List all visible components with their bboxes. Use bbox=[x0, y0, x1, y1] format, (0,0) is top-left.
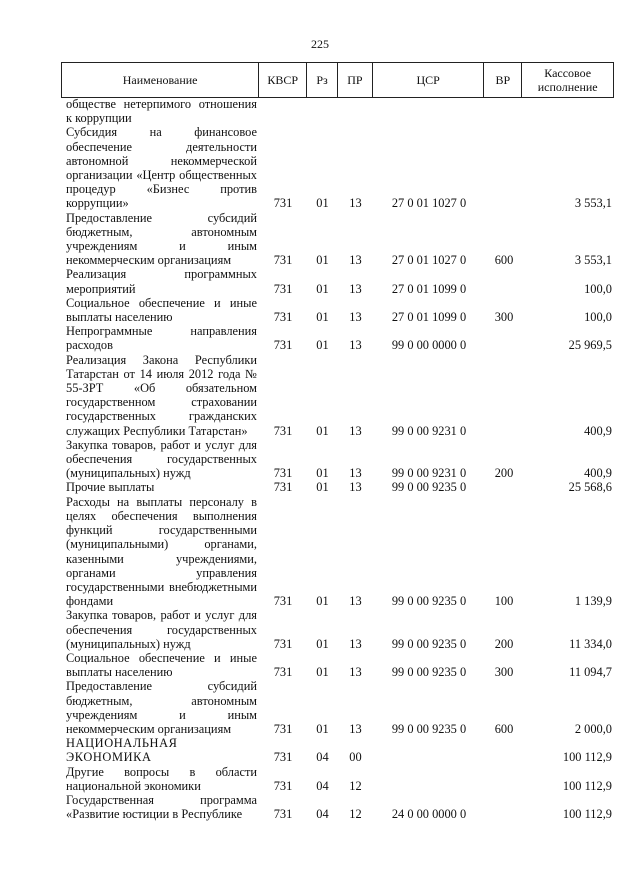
cell-pr: 13 bbox=[349, 253, 362, 268]
table-row bbox=[61, 679, 614, 736]
cell-csr: 27 0 01 1099 0 bbox=[391, 310, 467, 325]
cell-rz: 01 bbox=[316, 594, 329, 609]
header-sum: Кассовое исполнение bbox=[537, 66, 598, 94]
cell-kvsr: 731 bbox=[273, 281, 293, 296]
cell-sum: 400,9 bbox=[584, 466, 612, 481]
cell-kvsr: 731 bbox=[273, 778, 293, 793]
header-kvsr: КВСР bbox=[259, 63, 307, 97]
cell-pr: 13 bbox=[349, 310, 362, 325]
cell-sum: 3 553,1 bbox=[574, 253, 612, 268]
cell-pr: 13 bbox=[349, 636, 362, 651]
cell-sum: 2 000,0 bbox=[574, 721, 612, 736]
cell-name: Государственная программа «Развитие юстиции в Республике bbox=[66, 792, 257, 822]
cell-csr: 99 0 00 9235 0 bbox=[391, 636, 467, 651]
cell-name: Другие вопросы в области национальной экономики bbox=[66, 764, 257, 793]
cell-pr: 00 bbox=[349, 750, 362, 765]
table-header bbox=[61, 62, 614, 98]
header-rz: Рз bbox=[307, 63, 338, 97]
cell-csr: 99 0 00 9235 0 bbox=[391, 594, 467, 609]
cell-vr: 300 bbox=[494, 310, 514, 325]
cell-pr: 13 bbox=[349, 480, 362, 495]
cell-name: Закупка товаров, работ и услуг для обеспечения государственных (муниципальных) нужд bbox=[66, 608, 257, 651]
cell-sum: 1 139,9 bbox=[574, 594, 612, 609]
cell-pr: 13 bbox=[349, 594, 362, 609]
table-row bbox=[61, 211, 614, 268]
cell-rz: 01 bbox=[316, 466, 329, 481]
table-row bbox=[61, 480, 614, 494]
cell-csr: 99 0 00 9235 0 bbox=[391, 480, 467, 495]
cell-kvsr: 731 bbox=[273, 665, 293, 680]
cell-csr: 99 0 00 9235 0 bbox=[391, 665, 467, 680]
cell-sum: 100 112,9 bbox=[562, 807, 612, 822]
cell-name: Социальное обеспечение и иные выплаты населению bbox=[66, 295, 257, 325]
cell-pr: 13 bbox=[349, 281, 362, 296]
cell-rz: 01 bbox=[316, 196, 329, 211]
cell-rz: 04 bbox=[316, 778, 329, 793]
cell-kvsr: 731 bbox=[273, 466, 293, 481]
cell-name: Субсидия на финансовое обеспечение деятельности автономной некоммерческой организации «Центр общественных процедур «Бизнес против коррупции» bbox=[66, 125, 257, 211]
cell-csr: 99 0 00 9235 0 bbox=[391, 721, 467, 736]
cell-pr: 13 bbox=[349, 466, 362, 481]
cell-sum: 11 094,7 bbox=[569, 665, 612, 680]
header-name: Наименование bbox=[62, 63, 259, 97]
cell-rz: 04 bbox=[316, 807, 329, 822]
cell-rz: 01 bbox=[316, 423, 329, 438]
cell-rz: 01 bbox=[316, 721, 329, 736]
table-row bbox=[61, 608, 614, 651]
cell-kvsr: 731 bbox=[273, 594, 293, 609]
cell-pr: 13 bbox=[349, 665, 362, 680]
cell-name: Расходы на выплаты персоналу в целях обеспечения выполнения функций государственными (муниципальными) органами, казенными учреждениями, органами управления государственными внебюджетными фондами bbox=[66, 494, 257, 609]
cell-sum: 3 553,1 bbox=[574, 196, 612, 211]
table-row bbox=[61, 793, 614, 821]
cell-pr: 12 bbox=[349, 778, 362, 793]
table-row bbox=[61, 651, 614, 679]
cell-kvsr: 731 bbox=[273, 750, 293, 765]
cell-rz: 01 bbox=[316, 480, 329, 495]
cell-sum: 25 568,6 bbox=[568, 480, 612, 495]
cell-pr: 13 bbox=[349, 721, 362, 736]
cell-name: Непрограммные направления расходов bbox=[66, 324, 257, 353]
header-vr: ВР bbox=[484, 63, 522, 97]
cell-name: Закупка товаров, работ и услуг для обеспечения государственных (муниципальных) нужд bbox=[66, 437, 257, 481]
table-row bbox=[61, 296, 614, 324]
cell-csr: 27 0 01 1027 0 bbox=[391, 196, 467, 211]
page-number: 225 bbox=[311, 37, 329, 51]
header-pr: ПР bbox=[338, 63, 373, 97]
cell-kvsr: 731 bbox=[273, 807, 293, 822]
cell-vr: 100 bbox=[494, 594, 514, 609]
cell-sum: 100,0 bbox=[584, 281, 612, 296]
cell-name: Социальное обеспечение и иные выплаты населению bbox=[66, 650, 257, 680]
cell-vr: 200 bbox=[494, 466, 514, 481]
cell-pr: 12 bbox=[349, 807, 362, 822]
cell-sum: 100 112,9 bbox=[562, 750, 612, 765]
cell-rz: 01 bbox=[316, 310, 329, 325]
cell-pr: 13 bbox=[349, 196, 362, 211]
cell-name: Предоставление субсидий бюджетным, автономным учреждениям и иным некоммерческим организациям bbox=[66, 210, 257, 268]
cell-rz: 01 bbox=[316, 253, 329, 268]
cell-vr: 600 bbox=[494, 253, 514, 268]
table-row bbox=[61, 267, 614, 295]
cell-rz: 04 bbox=[316, 750, 329, 765]
table-row bbox=[61, 125, 614, 210]
table-row bbox=[61, 736, 614, 764]
cell-rz: 01 bbox=[316, 665, 329, 680]
cell-csr: 99 0 00 9231 0 bbox=[391, 466, 467, 481]
header-csr: ЦСР bbox=[373, 63, 485, 97]
table-row bbox=[61, 495, 614, 609]
cell-kvsr: 731 bbox=[273, 423, 293, 438]
cell-sum: 100,0 bbox=[584, 310, 612, 325]
cell-kvsr: 731 bbox=[273, 338, 293, 353]
cell-kvsr: 731 bbox=[273, 636, 293, 651]
cell-name: Предоставление субсидий бюджетным, автономным учреждениям и иным некоммерческим организациям bbox=[66, 679, 257, 736]
table-row bbox=[61, 765, 614, 793]
cell-name: обществе нетерпимого отношения к коррупции bbox=[66, 97, 257, 126]
table-row bbox=[61, 324, 614, 352]
cell-csr: 24 0 00 0000 0 bbox=[391, 807, 467, 822]
cell-name: Прочие выплаты bbox=[66, 480, 155, 495]
cell-sum: 100 112,9 bbox=[562, 778, 612, 793]
cell-sum: 25 969,5 bbox=[568, 338, 612, 353]
table-row bbox=[61, 353, 614, 438]
cell-csr: 27 0 01 1027 0 bbox=[391, 253, 467, 268]
cell-pr: 13 bbox=[349, 338, 362, 353]
cell-vr: 600 bbox=[494, 721, 514, 736]
cell-kvsr: 731 bbox=[273, 721, 293, 736]
cell-rz: 01 bbox=[316, 338, 329, 353]
cell-vr: 200 bbox=[494, 636, 514, 651]
cell-sum: 11 334,0 bbox=[569, 636, 612, 651]
cell-csr: 27 0 01 1099 0 bbox=[391, 281, 467, 296]
cell-kvsr: 731 bbox=[273, 310, 293, 325]
cell-name: Реализация программных мероприятий bbox=[66, 267, 257, 296]
table-row bbox=[61, 97, 614, 125]
cell-csr: 99 0 00 9231 0 bbox=[391, 423, 467, 438]
cell-rz: 01 bbox=[316, 281, 329, 296]
cell-kvsr: 731 bbox=[273, 480, 293, 495]
cell-name: НАЦИОНАЛЬНАЯ ЭКОНОМИКА bbox=[66, 736, 178, 765]
table-row bbox=[61, 438, 614, 481]
cell-kvsr: 731 bbox=[273, 196, 293, 211]
cell-vr: 300 bbox=[494, 665, 514, 680]
cell-name: Реализация Закона Республики Татарстан от 14 июля 2012 года № 55-ЗРТ «Об обязательном государственном страховании государственных гражданских служащих Республики Татарстан» bbox=[66, 352, 257, 438]
cell-csr: 99 0 00 0000 0 bbox=[391, 338, 467, 353]
table-body bbox=[61, 97, 614, 821]
cell-pr: 13 bbox=[349, 423, 362, 438]
cell-rz: 01 bbox=[316, 636, 329, 651]
cell-sum: 400,9 bbox=[584, 423, 612, 438]
cell-kvsr: 731 bbox=[273, 253, 293, 268]
